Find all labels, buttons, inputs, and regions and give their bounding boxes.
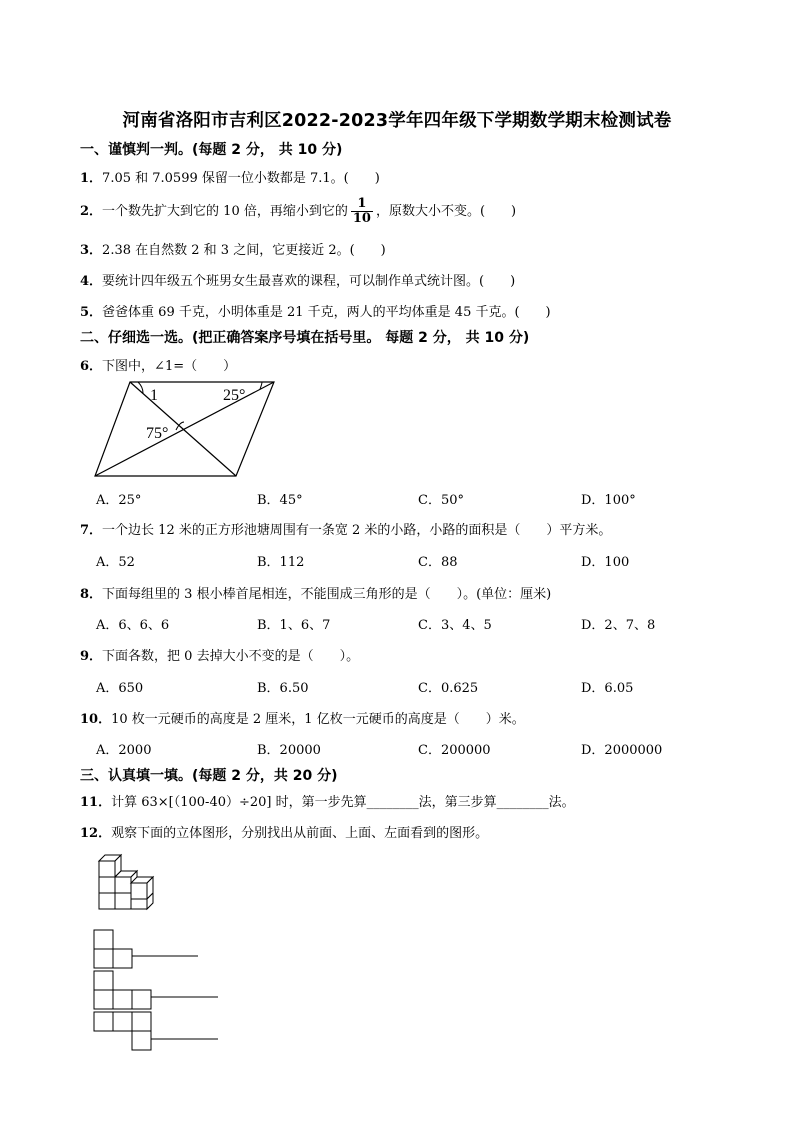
question-text: 下图中，∠1=（ ） [102,359,237,374]
question-3 [80,239,386,258]
q10-option-c[interactable]: C．200000 [418,743,491,758]
question-text: 10 枚一元硬币的高度是 2 厘米，1 亿枚一元硬币的高度是（ ）米。 [111,712,525,727]
question-11 [80,791,575,810]
question-6 [80,355,236,374]
q9-option-c[interactable]: C．0.625 [418,681,479,696]
q6-option-c[interactable]: C．50° [418,493,464,508]
question-number: 6． [80,359,103,374]
question-number: 5． [80,305,103,320]
fraction [351,197,373,226]
q10-option-a[interactable]: A．2000 [96,743,152,758]
q10-option-b[interactable]: B．20000 [257,743,321,758]
q9-option-b[interactable]: B．6.50 [257,681,309,696]
question-number: 1． [80,171,103,186]
question-number: 7． [80,523,103,538]
question-4 [80,270,515,289]
q7-option-d[interactable]: D．100 [581,555,630,570]
question-number: 4． [80,274,103,289]
question-text: 观察下面的立体图形，分别找出从前面、上面、左面看到的图形。 [111,826,489,841]
question-12 [80,822,488,841]
question-text: 7.05 和 7.0599 保留一位小数都是 7.1。( ) [102,171,380,186]
view-option-2 [93,970,223,1010]
question-8 [80,583,551,602]
cube-solid-figure [94,853,174,915]
view-option-1 [93,929,203,969]
q7-option-a[interactable]: A．52 [96,555,135,570]
question-10 [80,708,525,727]
q8-option-c[interactable]: C．3、4、5 [418,618,492,633]
question-9 [80,645,359,664]
q9-option-d[interactable]: D．6.05 [581,681,634,696]
question-5 [80,301,551,320]
question-text: 一个边长 12 米的正方形池塘周围有一条宽 2 米的小路，小路的面积是（ ）平方米。 [102,523,612,538]
angle-label-75: 75° [146,425,169,442]
question-2 [80,197,516,226]
angle-label-1: 1 [150,387,158,404]
q8-option-b[interactable]: B．1、6、7 [257,618,331,633]
question-1 [80,167,380,186]
section-1-heading: 一、谨慎判一判。(每题 2 分， 共 10 分) [80,142,343,158]
question-text: 2.38 在自然数 2 和 3 之间，它更接近 2。( ) [102,243,386,258]
question-number: 8． [80,587,103,602]
question-text: 下面每组里的 3 根小棒首尾相连，不能围成三角形的是（ ）。(单位：厘米) [102,587,552,602]
question-number: 3． [80,243,103,258]
question-number: 12． [80,826,112,841]
diagonal-2 [95,382,274,476]
fraction-denominator: 10 [352,211,371,226]
question-text: 要统计四年级五个班男女生最喜欢的课程，可以制作单式统计图。( ) [102,274,516,289]
question-text: 一个数先扩大到它的 10 倍，再缩小到它的 [102,204,348,219]
view-option-3 [93,1011,223,1053]
fraction-numerator: 1 [351,197,373,212]
q6-option-d[interactable]: D．100° [581,493,636,508]
q9-option-a[interactable]: A．650 [96,681,144,696]
question-text: 下面各数，把 0 去掉大小不变的是（ ）。 [102,649,360,664]
section-2-heading: 二、仔细选一选。(把正确答案序号填在括号里。 每题 2 分， 共 10 分) [80,330,530,346]
question-text: 爸爸体重 69 千克，小明体重是 21 千克，两人的平均体重是 45 千克。( ) [102,305,551,320]
question-number: 2． [80,204,103,219]
q10-option-d[interactable]: D．2000000 [581,743,663,758]
q7-option-b[interactable]: B．112 [257,555,305,570]
q8-option-d[interactable]: D．2、7、8 [581,618,656,633]
q6-option-a[interactable]: A．25° [96,493,142,508]
q8-option-a[interactable]: A．6、6、6 [96,618,170,633]
question-number: 9． [80,649,103,664]
page-title: 河南省洛阳市吉利区2022-2023学年四年级下学期数学期末检测试卷 [122,111,672,131]
q6-option-b[interactable]: B．45° [257,493,303,508]
question-text-after: ，原数大小不变。( ) [375,204,517,219]
question-text: 计算 63×[（100-40）÷20] 时，第一步先算________法，第三步算________法。 [111,795,575,810]
question-number: 10． [80,712,112,727]
q7-option-c[interactable]: C．88 [418,555,458,570]
parallelogram-figure [90,378,290,478]
question-7 [80,519,611,538]
section-3-heading: 三、认真填一填。(每题 2 分，共 20 分) [80,768,338,784]
question-number: 11． [80,795,112,810]
angle-label-25: 25° [223,387,246,404]
